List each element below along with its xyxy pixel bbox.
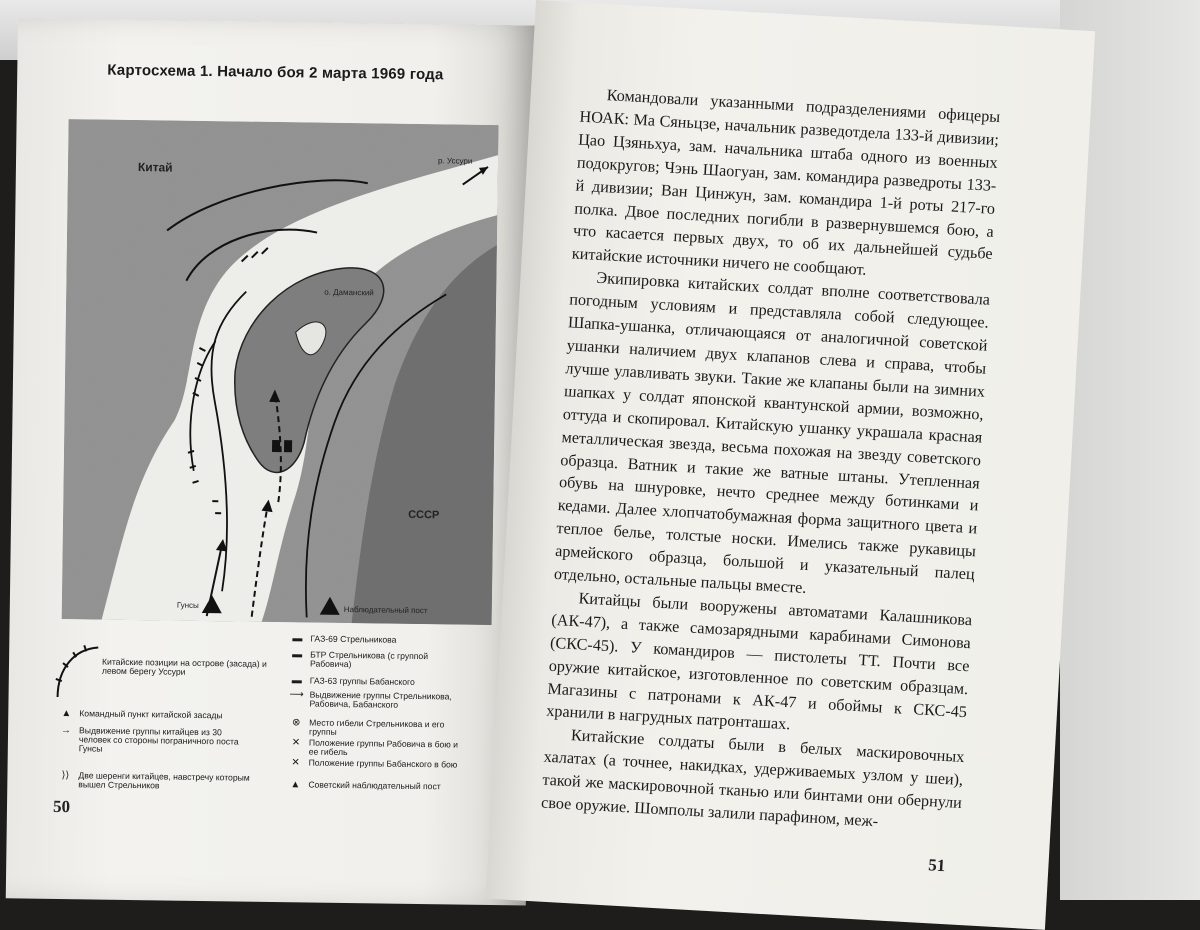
paragraph-3: Китайцы были вооружены автоматами Калашникова (АК-47), а также самозарядными карабинами Симонова (СКС-45). У командиров — пистолеты ТТ. Почти все оружие китайское, изготовленное по советским образцам. Магазины с патронами к АК-47 и обоймы к СКС-45 хранили в нагрудных патронташах. [545, 589, 973, 734]
paragraph-2: Экипировка китайских солдат вполне соответствовала погодным условиям и представляла собой следующее. Шапка-ушанка, отличающаяся от аналогичной советской ушанки наличием двух клапанов слева и справа, чтобы лучше улавливать звуки. Такие же клапаны были на зимних шапках у солдат японской квантунской армии, возможно, оттуда и скопировал. Китайскую ушанку украшала красная металлическая звезда, весьма похожая на звезду советского образца. Ватник и такие же ватные штаны. Утепленная обувь на шнуровке, нечто среднее между ботинками и кедами. Далее хлопчатобумажная форма защитного цвета и теплое белье, толстые носки. Имелись также рукавицы армейского образца, большой и указательный палец отдельно, остальные пальцы вместе. [553, 269, 991, 598]
map-drawing [62, 119, 499, 625]
legend-soviet-post: ▲ Советский наблюдательный пост [282, 780, 468, 793]
legend-arc-icon [54, 643, 101, 700]
triangle-icon: ▲ [290, 779, 301, 791]
legend-babansky: ✕ Положение группы Бабанского в бою [283, 758, 459, 771]
legend-gaz69: ▬ ГАЗ-69 Стрельникова [284, 634, 490, 647]
btr-icon: ▬ [292, 649, 303, 661]
legend-gaz63: ▬ ГАЗ-63 группы Бабанского [284, 676, 490, 689]
label-china: Китай [137, 160, 173, 175]
vehicle-gaz69 [272, 440, 280, 452]
label-gunsy: Гунсы [176, 600, 199, 610]
gaz69-icon: ▬ [292, 633, 303, 645]
left-page [6, 18, 538, 905]
paragraph-4: Китайские солдаты были в белых маскировочных халатах (а точнее, накидках, удерживаемых узлом у шеи), такой же маскировочной тканью или бинтами они обернули свое оружие. Шомполы залили парафином, меж- [540, 726, 965, 831]
legend-advance-30: → Выдвижение группы китайцев из 30 человек со стороны пограничного поста Гунсы [53, 726, 244, 756]
legend-chinese-positions: Китайские позиции на острове (засада) и левом берегу Уссури [54, 643, 283, 702]
right-page [486, 0, 1095, 930]
label-obs-post: Наблюдательный пост [343, 604, 428, 616]
label-damansky: о. Даманский [324, 287, 374, 298]
arrow-icon: → [61, 725, 72, 737]
long-arrow-icon: ⟶ [289, 689, 304, 701]
page-number-left: 50 [52, 796, 71, 817]
paragraph-1: Командовали указанными подразделениями офицеры НОАК: Ма Сяньцзе, начальник разведотдела 133-й дивизии; Цао Цзяньхуа, зам. начальника штаба одного из военных подокругов; Чэнь Шаогуан, зам. командира разведроты 133-й дивизии; Ван Цинжун, зам. командира 1-й роты 217-го полка. Двое последних погибли в развернувшемся бою, а что касается первых двух, то об их дальнейшей судьбе китайские источники ничего не сообщают. [571, 86, 1001, 280]
legend-rabovich: ✕ Положение группы Рабовича в бою и ее гибель [283, 738, 459, 758]
babansky-icon: ✕ [291, 757, 300, 769]
triangle-icon: ▲ [61, 708, 72, 720]
label-ussr: СССР [408, 508, 440, 522]
vehicle-btr [284, 440, 292, 452]
map-title: Картосхема 1. Начало боя 2 марта 1969 года [107, 61, 444, 84]
body-text [541, 83, 1001, 838]
legend-btr: ▬ БТР Стрельникова (с группой Рабовича) [284, 650, 430, 670]
legend-two-lines: ⟩⟩ Две шеренги китайцев, навстречу которым вышел Стрельников [52, 771, 278, 792]
legend-advance-groups: ⟶ Выдвижение группы Стрельникова, Рабовича, Бабанского [283, 690, 459, 710]
page-number-right: 51 [927, 855, 946, 876]
legend-command-post: ▲ Командный пункт китайской засады [53, 709, 259, 722]
map-legend [52, 631, 515, 837]
rabovich-icon: ✕ [291, 737, 301, 749]
death-place-icon: ⊗ [291, 717, 301, 729]
legend-death-place: ⊗ Место гибели Стрельникова и его группы [283, 718, 459, 738]
battle-map [62, 119, 499, 625]
lines-icon: ⟩⟩ [61, 770, 70, 782]
label-ussuri: р. Уссури [438, 156, 473, 166]
gaz63-icon: ▬ [291, 675, 302, 687]
